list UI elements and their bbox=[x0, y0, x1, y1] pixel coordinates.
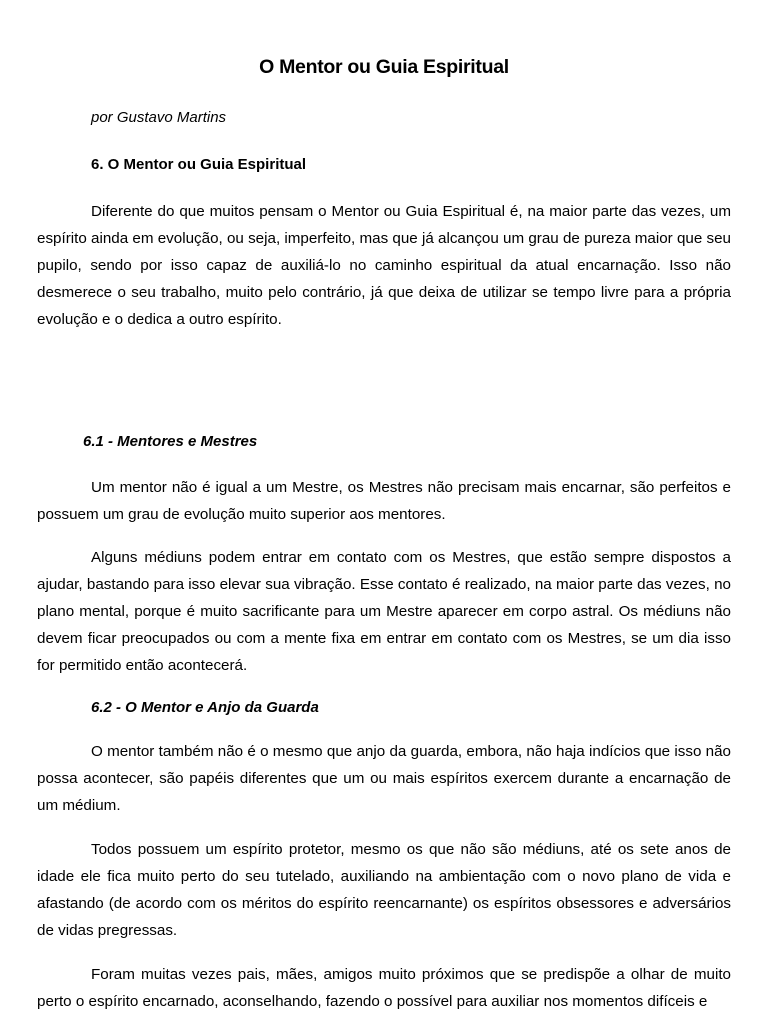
paragraph-mentor-vs-mestre: Um mentor não é igual a um Mestre, os Mestres não precisam mais encarnar, são perfeitos e possuem um grau de evolução muito superior aos mentores. bbox=[37, 479, 731, 523]
paragraph-contato-mestres: Alguns médiuns podem entrar em contato com os Mestres, que estão sempre dispostos a ajudar, bastando para isso elevar sua vibração. Esse contato é realizado, na maior parte das vezes, no plano mental, porque é muito sacrificante para um Mestre aparecer em corpo astral. Os médiuns não devem ficar preocupados ou com a mente fixa em entrar em contato com os Mestres, se um dia isso for permitido então acontecerá. bbox=[37, 549, 731, 674]
paragraph-pais-maes-amigos: Foram muitas vezes pais, mães, amigos muito próximos que se predispõe a olhar de muito perto o espírito encarnado, aconselhando, fazendo o possível para auxiliar nos momentos difíceis e bbox=[37, 966, 731, 1010]
paragraph-espirito-protetor: Todos possuem um espírito protetor, mesmo os que não são médiuns, até os sete anos de idade ele fica muito perto do seu tutelado, auxiliando na ambientação com o novo plano de vida e afastando (de acordo com os méritos do espírito reencarnante) os espíritos obsessores e adversários de vidas pregressas. bbox=[37, 841, 731, 939]
section-heading: 6. O Mentor ou Guia Espiritual bbox=[91, 156, 307, 173]
document-title: O Mentor ou Guia Espiritual bbox=[259, 56, 509, 78]
subsection-heading-mentores-mestres: 6.1 - Mentores e Mestres bbox=[83, 433, 258, 450]
intro-paragraph: Diferente do que muitos pensam o Mentor ou Guia Espiritual é, na maior parte das vezes, um espírito ainda em evolução, ou seja, imperfeito, mas que já alcançou um grau de pureza maior que seu pupilo, sendo por isso capaz de auxiliá-lo no caminho espiritual da atual encarnação. Isso não desmerece o seu trabalho, muito pelo contrário, já que deixa de utilizar se tempo livre para a própria evolução e o dedica a outro espírito. bbox=[37, 203, 731, 328]
author-byline: por Gustavo Martins bbox=[91, 109, 227, 126]
paragraph-mentor-vs-anjo: O mentor também não é o mesmo que anjo da guarda, embora, não haja indícios que isso não possa acontecer, são papéis diferentes que um ou mais espíritos exercem durante a encarnação de um médium. bbox=[37, 743, 731, 814]
subsection-heading-anjo-guarda: 6.2 - O Mentor e Anjo da Guarda bbox=[91, 699, 319, 716]
